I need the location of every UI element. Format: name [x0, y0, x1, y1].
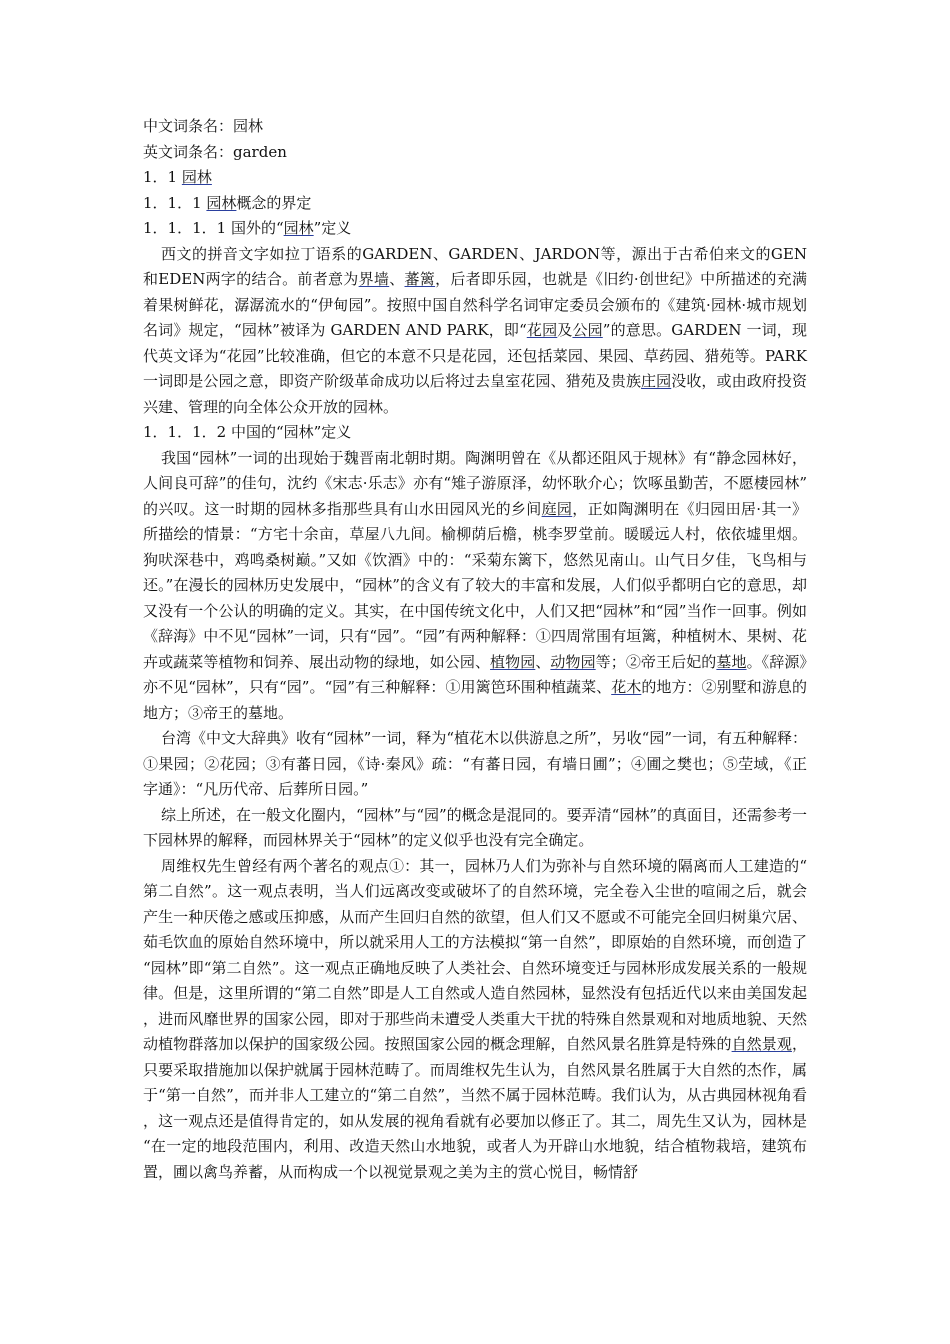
paragraph-chinese-definition — [143, 446, 807, 727]
text-run: ，只要采取措施加以保护就属于园林范畴了。而周维权先生认为，自然风景名胜属于大自然的杰作，属于“第一自然”，而并非人工建立的“第二自然”，当然不属于园林范畴。我们认为，从古典园林视角看，这一观点还是值得肯定的，如从发展的视角看就有必要加以修正了。其二，周先生又认为，园林是“在一定的地段范围内，利用、改造天然山水地貌，或者人为开辟山水地貌，结合植物栽培，建筑布置，圃以禽鸟养蓄，从而构成一个以视觉景观之美为主的赏心悦目，畅情舒 — [143, 1035, 807, 1181]
heading-1-1-1-2: 1．1．1．2 中国的“园林”定义 — [143, 423, 352, 441]
document-body — [143, 114, 807, 1185]
text-run: 我国“园林”一词的出现始于魏晋南北朝时期。陶渊明曾在《从都还阻风于规林》有“静念园林好，人间良可辞”的佳句，沈约《宋志·乐志》亦有“雉子游原泽，幼怀耿介心；饮啄虽勤苦，不愿棲园林”的兴叹。这一时期的园林多指那些具有山水田园风光的乡间 — [143, 448, 807, 518]
heading-text: 1．1．1．1 国外的“ — [143, 219, 284, 237]
text-run: 的地方：②别墅和游息的地方；③帝王的墓地。 — [143, 678, 807, 722]
heading-1-1-1-1 — [143, 216, 807, 242]
text-run: 等；②帝王后妃的 — [595, 652, 717, 671]
link-huamu[interactable]: 花木 — [611, 678, 642, 696]
link-yuanlin[interactable]: 园林 — [283, 219, 314, 237]
heading-number: 1．1．1 — [143, 193, 207, 212]
heading-1-1-1 — [143, 191, 807, 217]
text-run: 西文的拼音文字如拉丁语系的GARDEN、GARDEN、JARDON等，源出于古希伯来文的GEN和EDEN两字的结合。前者意为 — [143, 244, 807, 288]
link-jieqiang[interactable]: 界墙 — [358, 270, 390, 288]
text-run: 没收，或由政府投资兴建、管理的向全体公众开放的园林。 — [143, 372, 807, 416]
link-yuanlin[interactable]: 园林 — [206, 193, 237, 212]
en-entry-name: 英文词条名：garden — [143, 142, 287, 161]
link-mudi[interactable]: 墓地 — [716, 652, 747, 671]
link-tingyuan[interactable]: 庭园 — [541, 499, 573, 518]
link-ziranjingguan[interactable]: 自然景观 — [731, 1035, 792, 1053]
text-run: ，正如陶渊明在《归园田居·其一》所描绘的情景：“方宅十余亩，草屋八九间。榆柳荫后檐，桃李罗堂前。暖暖远人村，依依墟里烟。狗吠深巷中，鸡鸣桑树巅。”又如《饮酒》中的：“采菊东篱下，悠然见南山。山气日夕佳，飞鸟相与还。”在漫长的园林历史发展中，“园林”的含义有了较大的丰富和发展，人们似乎都明白它的意思，却又没有一个公认的明确的定义。其实，在中国传统文化中，人们又把“园林”和“园”当作一回事。例如《辞海》中不见“园林”一词，只有“园”。“园”有两种解释：①四周常围有垣篱，种植树木、果树、花卉或蔬菜等植物和饲养、展出动物的绿地，如公园、 — [143, 499, 807, 671]
link-dongwuyuan[interactable]: 动物园 — [550, 652, 596, 671]
heading-text: 概念的界定 — [236, 193, 312, 212]
link-yuanlin[interactable]: 园林 — [181, 168, 212, 186]
text-run: ”的意思。GARDEN 一词，现代英文译为“花园”比较准确，但它的本意不只是花园，还包括菜园、果园、草药园、猎苑等。PARK一词即是公园之意，即资产阶级革命成功以后将过去皇室花园、猎苑及贵族 — [143, 321, 807, 390]
text-run: 周维权先生曾经有两个著名的观点①：其一，园林乃人们为弥补与自然环境的隔离而人工建造的“第二自然”。这一观点表明，当人们远离改变或破坏了的自然环境，完全卷入尘世的喧闹之后，就会产生一种厌倦之感或压抑感，从而产生回归自然的欲望，但人们又不愿或不可能完全回归树巢穴居、茹毛饮血的原始自然环境中，所以就采用人工的方法模拟“第一自然”，即原始的自然环境，而创造了“园林”即“第二自然”。这一观点正确地反映了人类社会、自然环境变迁与园林形成发展关系的一般规律。但是，这里所谓的“第二自然”即是人工自然或人造自然园林，显然没有包括近代以来由美国发起，进而风靡世界的国家公园，即对于那些尚未遭受人类重大干扰的特殊自然景观和对地质地貌、天然动植物群落加以保护的国家级公园。按照国家公园的概念理解，自然风景名胜算是特殊的 — [143, 856, 807, 1053]
heading-number: 1．1 — [143, 168, 182, 186]
text-run: 、 — [535, 652, 551, 671]
heading-text: ”定义 — [313, 219, 352, 237]
link-zhiwuyuan[interactable]: 植物园 — [490, 652, 536, 671]
cn-entry-name: 中文词条名：园林 — [143, 117, 264, 135]
paragraph-zhou-weiquan — [143, 854, 807, 1186]
text-run: 、 — [389, 270, 405, 288]
link-huayuan[interactable]: 花园 — [526, 321, 558, 339]
paragraph-foreign-definition — [143, 242, 807, 421]
text-run: ，后者即乐园，也就是《旧约·创世纪》中所描述的充满着果树鲜花，潺潺流水的“伊甸园”。按照中国自然科学名词审定委员会颁布的《建筑·园林·城市规划名词》规定，“园林”被译为 GARDEN AND PARK，即“ — [143, 270, 807, 339]
link-zhuangyuan[interactable]: 庄园 — [641, 372, 672, 390]
link-gongyuan[interactable]: 公园 — [572, 321, 603, 339]
text-run: 及 — [557, 321, 573, 339]
heading-1-1 — [143, 165, 807, 191]
paragraph-taiwan-dictionary: 台湾《中文大辞典》收有“园林”一词，释为“植花木以供游息之所”，另收“园”一词，有五种解释：①果园；②花园；③有蕃日园，《诗·秦风》疏：“有蕃日园，有墙日圃”；④圃之樊也；⑤茔域，《正字通》：“凡历代帝、后葬所日园。” — [143, 729, 808, 798]
link-fanli[interactable]: 蕃篱 — [404, 270, 436, 288]
paragraph-summary: 综上所述，在一般文化圈内，“园林”与“园”的概念是混同的。要弄清“园林”的真面目，还需参考一下园林界的解释，而园林界关于“园林”的定义似乎也没有完全确定。 — [143, 805, 808, 849]
text-run: 。《辞源》亦不见“园林”，只有“园”。“园”有三种解释：①用篱笆环围种植蔬菜、 — [143, 652, 807, 696]
